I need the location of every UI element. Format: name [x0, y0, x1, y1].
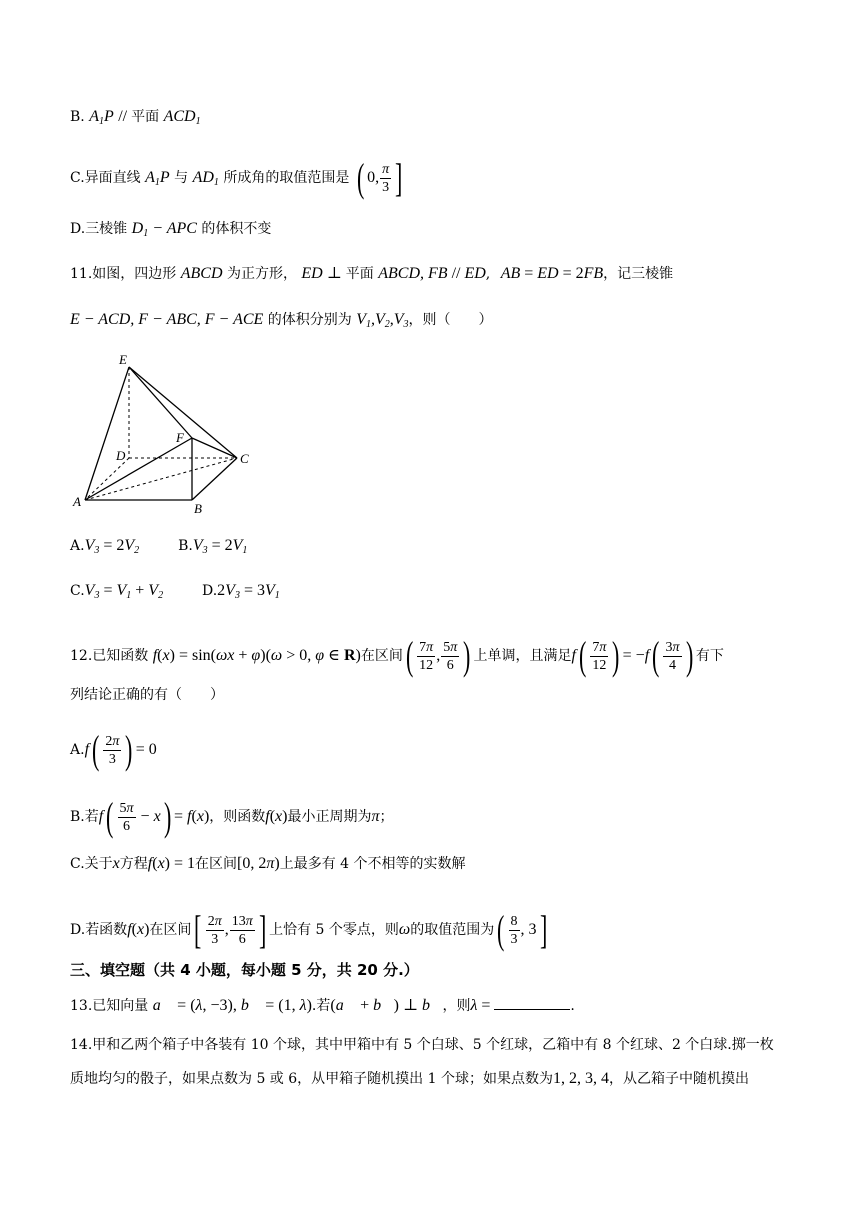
q10-option-c: C.异面直线 $A_1P$ 与 $AD_1$ 所成角的取值范围是 ( 0, $\frac{\pi}{3}$ ]: [70, 155, 403, 200]
q13-answer-blank[interactable]: [494, 995, 570, 1010]
q12-option-d: D.若函数f(x)在区间[ $\frac{2\pi}{3}$ , $\frac{13\pi}{6}$ ] 上恰有 5 个零点，则ω的取值范围为( $\frac{8}{3}$ , 3]: [70, 907, 547, 952]
edge-fc: [192, 438, 237, 458]
label-b: B: [194, 501, 202, 516]
q14-line1: 14.甲和乙两个箱子中各装有 10 个球，其中甲箱中有 5 个白球、5 个红球，乙箱中有 8 个红球、2 个白球.掷一枚: [70, 1037, 774, 1053]
q14-line2: 质地均匀的骰子，如果点数为 5 或 6，从甲箱子随机摸出 1 个球；如果点数为1, 2, 3, 4，从乙箱子中随机摸出: [70, 1070, 749, 1087]
q10-b-plane: 平面: [131, 109, 160, 125]
edge-ea: [85, 367, 129, 500]
q11-pyramid-figure: [70, 350, 270, 520]
q12-option-a: A.f( $\frac{2\pi}{3}$ ) = 0: [70, 727, 157, 772]
q12-option-b: B.若f( $\frac{5\pi}{6}$ − x) = f(x)，则函数f(x)最小正周期为π；: [70, 794, 394, 839]
q11-options-row2: $C.V_3 = V_1 + V_2$ $D.2V_3 = 3V_1$: [70, 582, 280, 601]
q12-option-c: C.关于x方程f(x) = 1在区间[0, 2π)上最多有 4 个不相等的实数解: [70, 855, 466, 872]
label-f: F: [176, 430, 184, 445]
label-c: C: [240, 451, 249, 466]
q10-b-math: $A_1P$: [89, 108, 114, 127]
label-a: A: [73, 494, 81, 509]
edge-af: [85, 438, 192, 500]
q10-option-b: B. $A_1P$ // 平面 $ACD_1$: [70, 108, 201, 127]
edge-ef: [129, 367, 192, 438]
q12-stem-line1: 12.已知函数 f(x) = sin(ωx + φ)(ω > 0, φ ∈ R)在区间( $\frac{7\pi}{12}$ , $\frac{5\pi}{6}$ ) 上单调，且满足f( $\frac{7\pi}{12}$ ) = −f( $\frac{3\pi}{4}$ ) 有下: [70, 633, 724, 678]
q11-options-row1: $A.V_3 = 2V_2$ $B.V_3 = 2V_1$: [70, 537, 248, 556]
section-heading-fill-in: 三、填空题（共 4 小题，每小题 5 分，共 20 分.）: [70, 961, 419, 979]
label-d: D: [116, 448, 126, 463]
q12-stem-line2: 列结论正确的有（ ）: [70, 687, 224, 703]
q11-stem-line1: 11.如图，四边形 ABCD 为正方形， ED ⊥ 平面 ABCD, FB // ED, AB = ED = 2FB，记三棱锥: [70, 265, 674, 282]
q11-stem-line2: E − ACD, F − ABC, F − ACE 的体积分别为 $V_1,V_2,V_3$，则（ ）: [70, 311, 493, 330]
q13-stem: 13.已知向量 a⃗ = (λ, −3), b⃗ = (1, λ).若(a⃗ + b⃗) ⊥ b⃗，则λ = .: [70, 997, 575, 1014]
label-e: E: [119, 352, 127, 367]
q10-option-d: D.三棱锥 $D_1$ − APC 的体积不变: [70, 220, 272, 239]
